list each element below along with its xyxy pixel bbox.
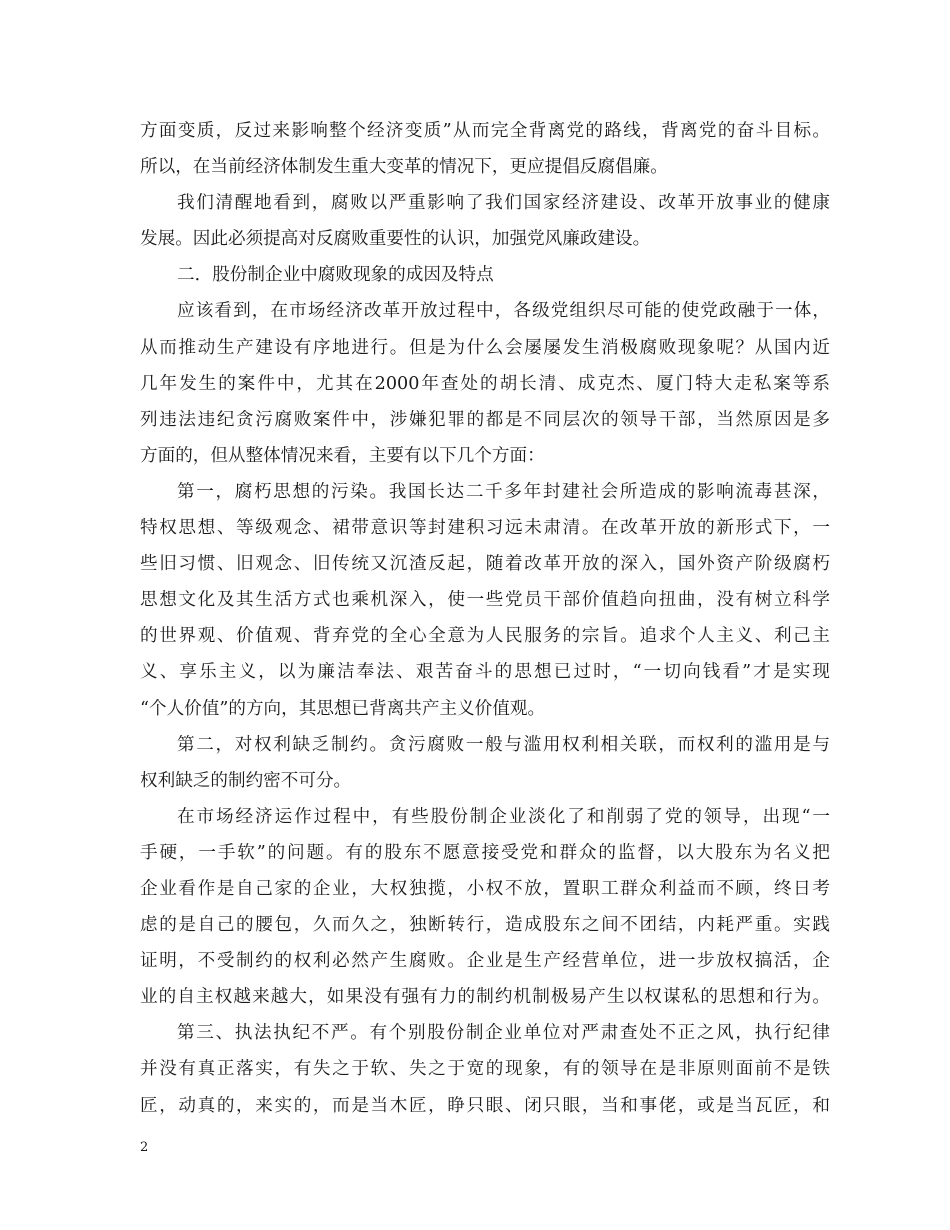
- text-line: 列违法违纪贪污腐败案件中，涉嫌犯罪的都是不同层次的领导干部，当然原因是多: [140, 409, 830, 430]
- text-line: 手硬，一手软”的问题。有的股东不愿意接受党和群众的监督，以大股东为名义把: [140, 842, 830, 863]
- text-line: 发展。因此必须提高对反腐败重要性的认识，加强党风廉政建设。: [140, 229, 651, 250]
- text-line: 几年发生的案件中，尤其在2000年查处的胡长清、成克杰、厦门特大走私案等系: [140, 373, 830, 394]
- text-line: 方面变质，反过来影响整个经济变质”从而完全背离党的路线，背离党的奋斗目标。: [140, 121, 830, 141]
- text-line: 虑的是自己的腰包，久而久之，独断转行，造成股东之间不团结，内耗严重。实践: [140, 915, 830, 936]
- text-line: 权利缺乏的制约密不可分。: [140, 770, 352, 791]
- text-line: 应该看到，在市场经济改革开放过程中，各级党组织尽可能的使党政融于一体，: [177, 301, 830, 322]
- text-line: 第一，腐朽思想的污染。我国长达二千多年封建社会所造成的影响流毒甚深，: [177, 481, 830, 502]
- text-line: 匠，动真的，来实的，而是当木匠，睁只眼、闭只眼，当和事佬，或是当瓦匠，和: [140, 1095, 830, 1116]
- text-line: 的世界观、价值观、背弃党的全心全意为人民服务的宗旨。追求个人主义、利己主: [140, 626, 830, 647]
- text-line: 并没有真正落实，有失之于软、失之于宽的现象，有的领导在是非原则面前不是铁: [140, 1059, 830, 1080]
- text-line: 二．股份制企业中腐败现象的成因及特点: [177, 265, 494, 286]
- text-line: 思想文化及其生活方式也乘机深入，使一些党员干部价值趋向扭曲，没有树立科学: [140, 590, 830, 611]
- text-line: 我们清醒地看到，腐败以严重影响了我们国家经济建设、改革开放事业的健康: [177, 193, 830, 214]
- text-line: 第三、执法执纪不严。有个别股份制企业单位对严肃查处不正之风，执行纪律: [177, 1023, 830, 1044]
- text-line: “个人价值”的方向，其思想已背离共产主义价值观。: [140, 698, 546, 719]
- page-number: 2: [140, 1140, 149, 1155]
- text-line: 企业看作是自己家的企业，大权独揽，小权不放，置职工群众利益而不顾，终日考: [140, 878, 830, 899]
- text-line: 所以，在当前经济体制发生重大变革的情况下，更应提倡反腐倡廉。: [140, 157, 668, 178]
- body-text: [140, 113, 830, 1124]
- text-line: 义、享乐主义，以为廉洁奉法、艰苦奋斗的思想已过时，“一切向钱看”才是实现: [140, 662, 830, 683]
- text-line: 业的自主权越来越大，如果没有强有力的制约机制极易产生以权谋私的思想和行为。: [140, 987, 830, 1008]
- text-line: 在市场经济运作过程中，有些股份制企业淡化了和削弱了党的领导，出现“一: [177, 806, 830, 827]
- text-line: 证明，不受制约的权利必然产生腐败。企业是生产经营单位，进一步放权搞活，企: [140, 951, 830, 972]
- text-line: 第二，对权利缺乏制约。贪污腐败一般与滥用权利相关联，而权利的滥用是与: [177, 734, 830, 755]
- text-line: 方面的，但从整体情况来看，主要有以下几个方面：: [140, 445, 545, 466]
- text-line: 些旧习惯、旧观念、旧传统又沉渣反起，随着改革开放的深入，国外资产阶级腐朽: [140, 554, 830, 575]
- text-line: 特权思想、等级观念、裙带意识等封建积习远未肃清。在改革开放的新形式下，一: [140, 518, 830, 539]
- text-line: 从而推动生产建设有序地进行。但是为什么会屡屡发生消极腐败现象呢？从国内近: [140, 337, 830, 358]
